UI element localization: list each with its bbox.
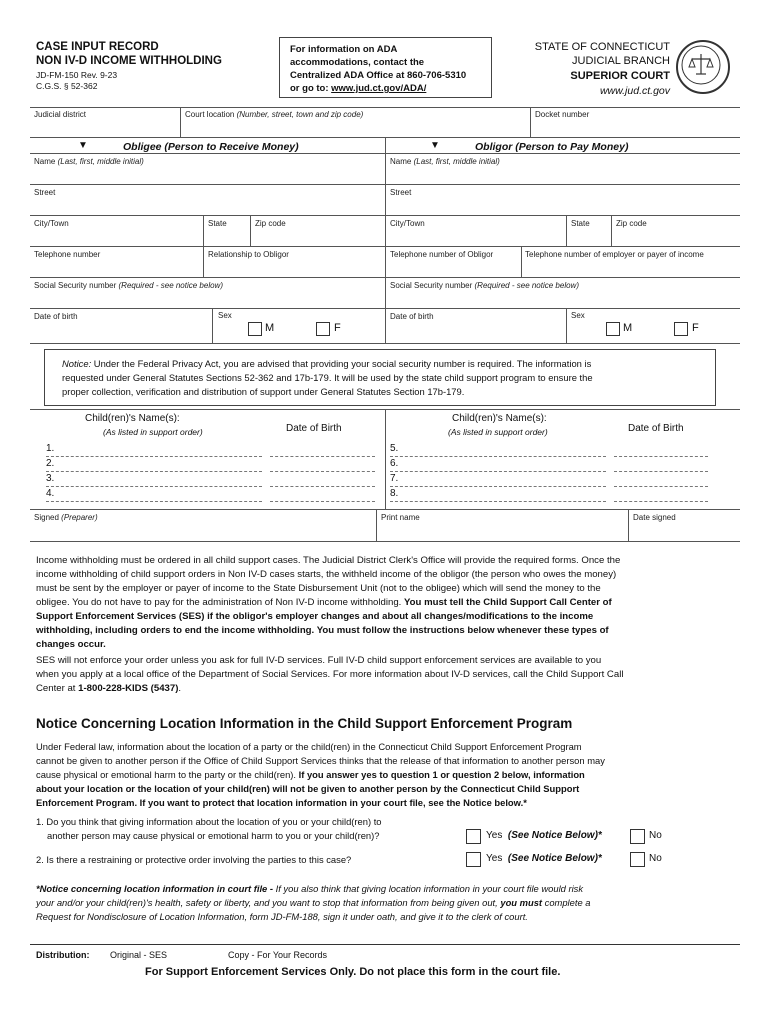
privacy-notice-line-3: proper collection, verification and distribution of support under General Statutes Section 17b-179. [62, 386, 465, 397]
obligee-city-field[interactable] [34, 229, 199, 244]
obligee-sex-m-label: M [265, 322, 275, 334]
obligee-state-field[interactable] [207, 229, 247, 244]
income-withholding-line-6: withholding, including orders to end the income withholding. You must follow the instructions below whenever these types of [36, 625, 609, 636]
privacy-notice-line-2: requested under General Statutes Sections 52-362 and 17b-179. It will be used by the state child support program to ensure the [62, 372, 593, 383]
court-location-label: Court location (Number, street, town and zip code) [185, 110, 364, 119]
obligee-name-label: Name (Last, first, middle initial) [34, 157, 144, 166]
income-withholding-line-4: obligee. You do not have to pay for the administration of Non IV-D income withholding. You must tell the Child Support Call Center of [36, 597, 612, 608]
child-4-dob-field[interactable] [270, 501, 375, 502]
obligor-employer-phone-label: Telephone number of employer or payer of income [525, 250, 704, 259]
ada-line-1: For information on ADA [290, 44, 398, 55]
child-8-number: 8. [390, 488, 399, 499]
signature-field[interactable] [34, 523, 372, 539]
court-name: SUPERIOR COURT [570, 70, 670, 82]
question-2-yes-checkbox[interactable] [466, 852, 481, 867]
income-withholding-line-3: must be sent by the employer or payer of income to the State Disbursement Unit (not to the obligee) which will send the money to the [36, 583, 601, 594]
obligee-state-label: State [208, 219, 227, 228]
location-notice-line-3: cause physical or emotional harm to the party or the child(ren). If you answer yes to question 1 or question 2 below, information [36, 769, 585, 780]
ada-line-3: Centralized ADA Office at 860-706-5310 [290, 70, 467, 81]
obligee-ssn-field[interactable] [34, 291, 380, 306]
privacy-notice-line-1: Notice: Under the Federal Privacy Act, you are advised that providing your social security number is required. The information is [62, 358, 592, 369]
footnote-line-3: Request for Nondisclosure of Location Information, form JD-FM-188, sign it under oath, and give it to the clerk of court. [36, 911, 528, 922]
obligor-dob-field[interactable] [390, 322, 562, 340]
children-names-label-left: Child(ren)'s Name(s): [85, 413, 180, 424]
obligor-zip-label: Zip code [616, 219, 647, 228]
obligee-sex-m-checkbox[interactable] [248, 322, 262, 336]
form-subtitle: NON IV-D INCOME WITHHOLDING [36, 55, 222, 67]
income-withholding-line-7: changes occur. [36, 639, 106, 650]
child-3-number: 3. [46, 473, 55, 484]
child-7-number: 7. [390, 473, 399, 484]
website[interactable]: www.jud.ct.gov [599, 85, 670, 97]
child-1-number: 1. [46, 443, 55, 454]
question-2: 2. Is there a restraining or protective order involving the parties to this case? [36, 854, 352, 865]
form-title: CASE INPUT RECORD [36, 41, 159, 53]
date-signed-field[interactable] [633, 523, 736, 539]
obligor-ssn-field[interactable] [390, 291, 736, 306]
statute: C.G.S. § 52-362 [36, 81, 98, 91]
obligor-employer-phone-field[interactable] [525, 260, 736, 275]
ses-line-3: Center at 1-800-228-KIDS (5437). [36, 683, 182, 694]
obligee-heading: Obligee (Person to Receive Money) [123, 141, 299, 153]
ses-line-2: when you apply at a local office of the Department of Social Services. For more information about IV-D services, call the Child Support Call [36, 669, 624, 680]
obligor-sex-f-checkbox[interactable] [674, 322, 688, 336]
question-1-yes-checkbox[interactable] [466, 829, 481, 844]
footer-statement: For Support Enforcement Services Only. Do not place this form in the court file. [145, 966, 561, 978]
child-7-dob-field[interactable] [614, 486, 708, 487]
location-notice-line-2: cannot be given to another person if the Office of Child Support Services thinks that the release of that information to another person may [36, 755, 605, 766]
obligor-ssn-label: Social Security number (Required - see notice below) [390, 281, 579, 290]
distribution-label: Distribution: [36, 950, 90, 960]
obligor-dob-label: Date of birth [390, 312, 434, 321]
obligee-relationship-label: Relationship to Obligor [208, 250, 289, 259]
children-dob-label-right: Date of Birth [628, 423, 684, 434]
obligor-sex-m-label: M [623, 322, 633, 334]
ada-link[interactable]: www.jud.ct.gov/ADA/ [331, 83, 427, 94]
obligee-phone-field[interactable] [34, 260, 199, 275]
obligee-sex-label: Sex [218, 311, 232, 320]
court-location-field[interactable] [185, 120, 525, 134]
children-names-hint-right: (As listed in support order) [448, 427, 548, 437]
child-2-name-field[interactable] [46, 471, 262, 472]
obligor-sex-label: Sex [571, 311, 585, 320]
obligee-sex-f-label: F [334, 322, 341, 334]
distribution-copy: Copy - For Your Records [228, 950, 328, 960]
child-2-dob-field[interactable] [270, 471, 375, 472]
child-5-dob-field[interactable] [614, 456, 708, 457]
income-withholding-line-1: Income withholding must be ordered in all child support cases. The Judicial District Clerk's Office will provide the required forms. Once the [36, 555, 621, 566]
obligee-sex-f-checkbox[interactable] [316, 322, 330, 336]
child-6-dob-field[interactable] [614, 471, 708, 472]
obligor-arrow-icon: ▼ [430, 140, 440, 151]
child-2-number: 2. [46, 458, 55, 469]
children-dob-label-left: Date of Birth [286, 423, 342, 434]
obligee-street-field[interactable] [34, 198, 380, 213]
obligee-arrow-icon: ▼ [78, 140, 88, 151]
branch-name: JUDICIAL BRANCH [572, 55, 670, 67]
obligor-name-label: Name (Last, first, middle initial) [390, 157, 500, 166]
question-1-yes-label: Yes (See Notice Below)* [486, 830, 602, 841]
obligee-dob-field[interactable] [34, 322, 208, 340]
obligor-zip-field[interactable] [615, 229, 736, 244]
obligor-street-field[interactable] [390, 198, 736, 213]
distribution-original: Original - SES [110, 950, 168, 960]
obligor-heading: Obligor (Person to Pay Money) [475, 141, 629, 153]
ses-line-1: SES will not enforce your order unless you ask for full IV-D services. Full IV-D child support enforcement services are available to you [36, 655, 602, 666]
child-6-name-field[interactable] [390, 471, 606, 472]
obligor-city-field[interactable] [390, 229, 562, 244]
date-signed-label: Date signed [633, 513, 676, 522]
obligor-name-field[interactable] [390, 167, 736, 182]
obligor-state-field[interactable] [570, 229, 608, 244]
location-notice-heading: Notice Concerning Location Information in the Child Support Enforcement Program [36, 716, 573, 731]
obligor-state-label: State [571, 219, 590, 228]
question-2-no-label: No [649, 853, 662, 864]
obligee-dob-label: Date of birth [34, 312, 78, 321]
child-4-name-field[interactable] [46, 501, 262, 502]
judicial-seal-icon [676, 40, 730, 94]
question-2-no-checkbox[interactable] [630, 852, 645, 867]
judicial-district-label: Judicial district [34, 110, 87, 119]
ada-line-2: accommodations, contact the [290, 57, 425, 68]
child-3-name-field[interactable] [46, 486, 262, 487]
obligor-phone-field[interactable] [390, 260, 517, 275]
child-5-number: 5. [390, 443, 399, 454]
children-names-hint-left: (As listed in support order) [103, 427, 203, 437]
question-1-no-checkbox[interactable] [630, 829, 645, 844]
child-6-number: 6. [390, 458, 399, 469]
child-4-number: 4. [46, 488, 55, 499]
obligor-street-label: Street [390, 188, 412, 197]
print-name-label: Print name [381, 513, 420, 522]
judicial-district-field[interactable] [34, 120, 176, 134]
income-withholding-line-2: income withholding of child support orders in Non IV-D cases starts, the withheld income of the obligor (the person who owes the money) [36, 569, 617, 580]
print-name-field[interactable] [381, 523, 624, 539]
obligee-name-field[interactable] [34, 167, 380, 182]
child-1-name-field[interactable] [46, 456, 262, 457]
obligee-city-label: City/Town [34, 219, 69, 228]
obligor-sex-m-checkbox[interactable] [606, 322, 620, 336]
child-8-name-field[interactable] [390, 501, 606, 502]
child-7-name-field[interactable] [390, 486, 606, 487]
income-withholding-line-5: Support Enforcement Services (SES) if the obligor's employer changes and about all changes/modifications to the income [36, 611, 594, 622]
obligee-phone-label: Telephone number [34, 250, 101, 259]
footnote-line-1: *Notice concerning location information in court file - If you also think that giving location information in your court file would risk [36, 883, 584, 894]
obligee-ssn-label: Social Security number (Required - see notice below) [34, 281, 223, 290]
location-notice-line-4: about your location or the location of your child(ren) will not be given to another person by the Connecticut Child Support [36, 783, 580, 794]
obligee-zip-field[interactable] [254, 229, 381, 244]
child-1-dob-field[interactable] [270, 456, 375, 457]
obligee-zip-label: Zip code [255, 219, 286, 228]
ada-line-4: or go to: [290, 83, 332, 94]
child-5-name-field[interactable] [390, 456, 606, 457]
state-name: STATE OF CONNECTICUT [534, 41, 670, 53]
question-1-line-2: another person may cause physical or emotional harm to you or your child(ren)? [47, 830, 380, 841]
child-8-dob-field[interactable] [614, 501, 708, 502]
form-id: JD-FM-150 Rev. 9-23 [36, 70, 118, 80]
children-names-label-right: Child(ren)'s Name(s): [452, 413, 547, 424]
signed-label: Signed (Preparer) [34, 513, 98, 522]
footnote-line-2: your and/or your child(ren)'s health, safety or liberty, and you want to stop that information from being given out, you must complete a [36, 897, 591, 908]
obligee-relationship-field[interactable] [207, 260, 381, 275]
question-1-no-label: No [649, 830, 662, 841]
obligor-phone-label: Telephone number of Obligor [390, 250, 494, 259]
question-1-line-1: 1. Do you think that giving information about the location of you or your child(ren) to [36, 816, 382, 827]
docket-number-field[interactable] [535, 120, 735, 134]
location-notice-line-1: Under Federal law, information about the location of a party or the child(ren) in the Connecticut Child Support Enforcement Program [36, 741, 582, 752]
obligee-street-label: Street [34, 188, 56, 197]
obligor-sex-f-label: F [692, 322, 699, 334]
docket-number-label: Docket number [535, 110, 590, 119]
obligor-city-label: City/Town [390, 219, 425, 228]
question-2-yes-label: Yes (See Notice Below)* [486, 853, 602, 864]
location-notice-line-5: Enforcement Program. If you want to protect that location information in your court file, see the Notice below.* [36, 797, 527, 808]
child-3-dob-field[interactable] [270, 486, 375, 487]
